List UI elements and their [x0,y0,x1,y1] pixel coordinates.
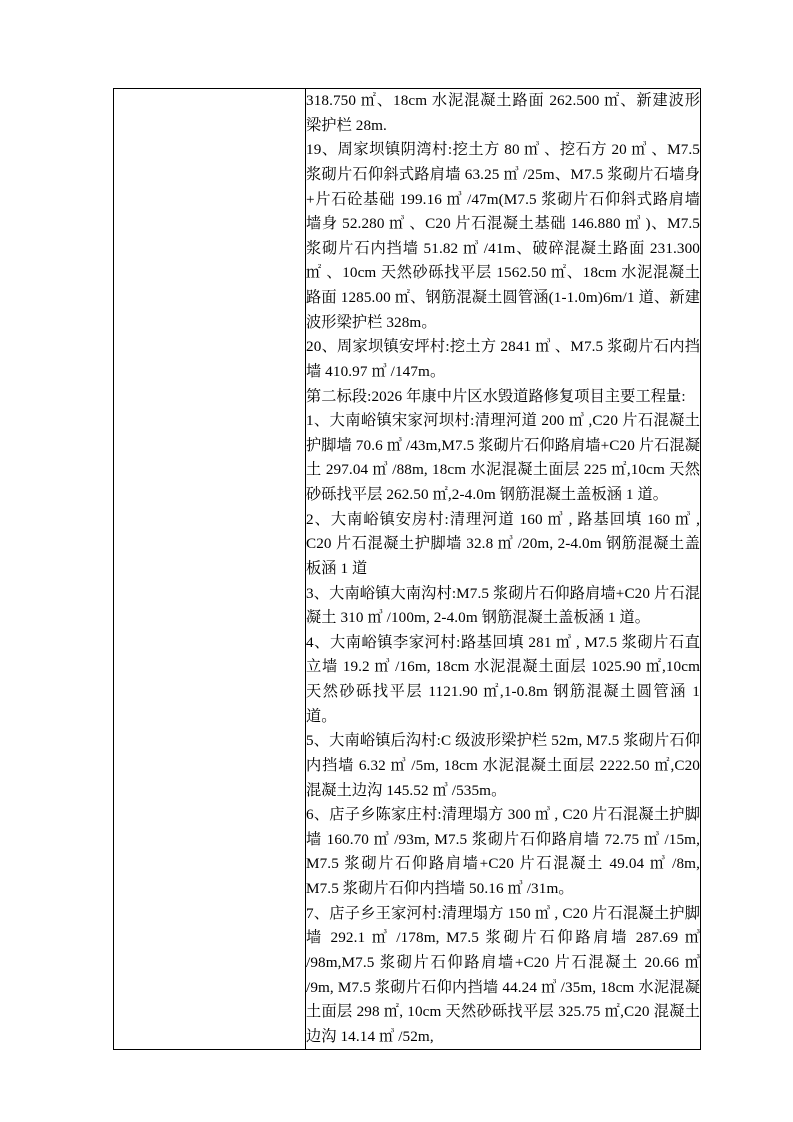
paragraph-8: 4、大南峪镇李家河村:路基回填 281 ㎥ , M7.5 浆砌片石直立墙 19.2 ㎥ /16m, 18cm 水泥混凝土面层 1025.90 ㎡,10cm 天然砂砾找平层 1121.90 ㎡,1-0.8m 钢筋混凝土圆管涵 1 道。 [306,633,700,725]
table-cell-label [114,89,306,1050]
paragraph-6: 2、大南峪镇安房村:清理河道 160 ㎥ , 路基回填 160 ㎥ , C20 片石混凝土护脚墙 32.8 ㎥ /20m, 2-4.0m 钢筋混凝土盖板涵 1 道 [306,510,700,577]
paragraph-9: 5、大南峪镇后沟村:C 级波形梁护栏 52m, M7.5 浆砌片石仰内挡墙 6.32 ㎥ /5m, 18cm 水泥混凝土面层 2222.50 ㎡,C20 混凝土边沟 145.52 ㎥ /535m。 [306,732,700,799]
table-row [114,89,701,1050]
paragraph-3: 20、周家坝镇安坪村:挖土方 2841 ㎥ 、M7.5 浆砌片石内挡墙 410.97 ㎥ /147m。 [306,338,700,380]
content-table [113,88,701,1050]
paragraph-10: 6、店子乡陈家庄村:清理塌方 300 ㎥ , C20 片石混凝土护脚墙 160.70 ㎥ /93m, M7.5 浆砌片石仰路肩墙 72.75 ㎥ /15m, M7.5 浆砌片石仰路肩墙+C20 片石混凝土 49.04 ㎥ /8m, M7.5 浆砌片石仰内挡墙 50.16 ㎥ /31m。 [306,806,700,897]
paragraph-11: 7、店子乡王家河村:清理塌方 150 ㎥ , C20 片石混凝土护脚墙 292.1 ㎥ /178m, M7.5 浆砌片石仰路肩墙 287.69 ㎥ /98m,M7.5 浆砌片石仰路肩墙+C20 片石混凝土 20.66 ㎥ /9m, M7.5 浆砌片石仰内挡墙 44.24 ㎥ /35m, 18cm 水泥混凝土面层 298 ㎡, 10cm 天然砂砾找平层 325.75 ㎡,C20 混凝土边沟 14.14 ㎥ /52m, [306,904,700,1045]
table-cell-content [306,89,701,1050]
paragraph-1: 318.750 ㎡、18cm 水泥混凝土路面 262.500 ㎡、新建波形梁护栏 28m. [306,92,700,134]
paragraph-7: 3、大南峪镇大南沟村:M7.5 浆砌片石仰路肩墙+C20 片石混凝土 310 ㎥ /100m, 2-4.0m 钢筋混凝土盖板涵 1 道。 [306,584,700,627]
paragraph-2: 19、周家坝镇阴湾村:挖土方 80 ㎥ 、挖石方 20 ㎥ 、M7.5 浆砌片石仰斜式路肩墙 63.25 ㎥ /25m、M7.5 浆砌片石墙身+片石砼基础 199.16 ㎥ /47m(M7.5 浆砌片石仰斜式路肩墙墙身 52.280 ㎥ 、C20 片石混凝土基础 146.880 ㎥ )、M7.5 浆砌片石内挡墙 51.82 ㎥ /41m、破碎混凝土路面 231.300 ㎡ 、10cm 天然砂砾找平层 1562.50 ㎡、18cm 水泥混凝土路面 1285.00 ㎡、钢筋混凝土圆管涵(1-1.0m)6m/1 道、新建波形梁护栏 328m。 [306,141,700,331]
paragraph-5: 1、大南峪镇宋家河坝村:清理河道 200 ㎥ ,C20 片石混凝土护脚墙 70.6 ㎥ /43m,M7.5 浆砌片石仰路肩墙+C20 片石混凝土 297.04 ㎥ /88m, 18cm 水泥混凝土面层 225 ㎡,10cm 天然砂砾找平层 262.50 ㎡,2-4.0m 钢筋混凝土盖板涵 1 道。 [306,412,700,503]
paragraph-4: 第二标段:2026 年康中片区水毁道路修复项目主要工程量: [306,387,686,405]
